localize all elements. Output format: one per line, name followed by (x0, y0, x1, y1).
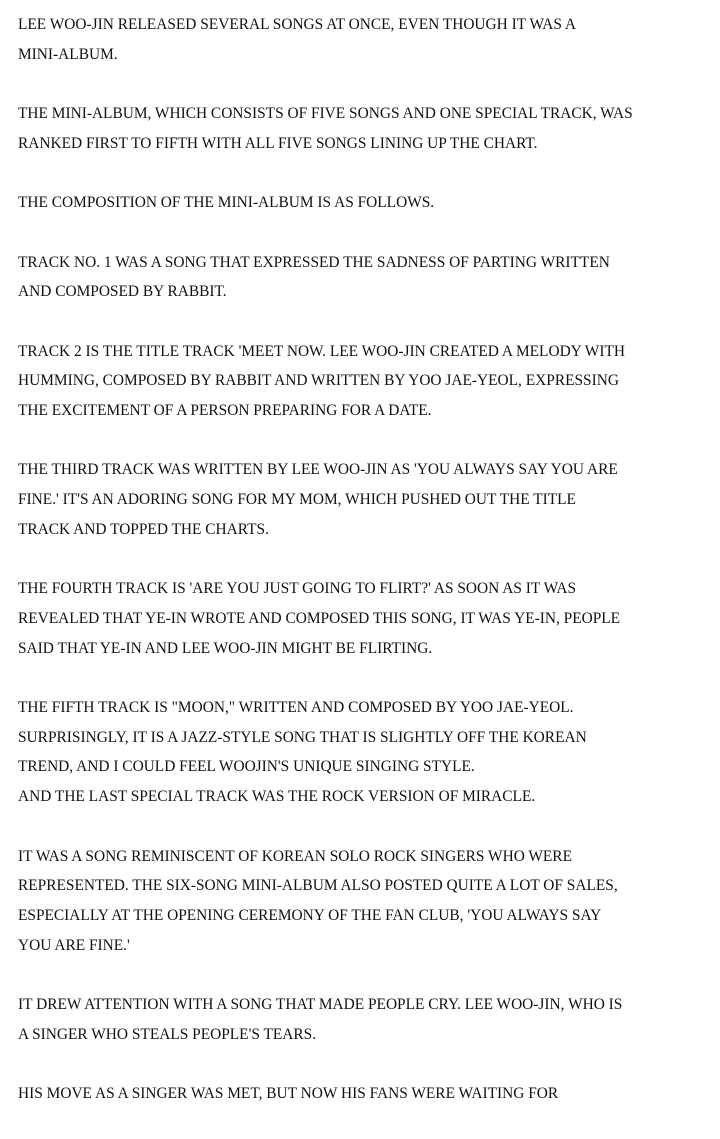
text-line: TRACK AND TOPPED THE CHARTS. (18, 520, 269, 538)
text-line: THE EXCITEMENT OF A PERSON PREPARING FOR A DATE. (18, 402, 432, 420)
text-line: TRACK NO. 1 WAS A SONG THAT EXPRESSED THE SADNESS OF PARTING WRITTEN (18, 253, 610, 271)
paragraph (18, 99, 708, 158)
paragraph (18, 10, 708, 69)
text-line: ESPECIALLY AT THE OPENING CEREMONY OF THE FAN CLUB, 'YOU ALWAYS SAY (18, 906, 602, 924)
text-line: THE FIFTH TRACK IS "MOON," WRITTEN AND COMPOSED BY YOO JAE-YEOL. (18, 699, 574, 717)
text-line: IT WAS A SONG REMINISCENT OF KOREAN SOLO ROCK SINGERS WHO WERE (18, 847, 572, 865)
text-line: REVEALED THAT YE-IN WROTE AND COMPOSED THIS SONG, IT WAS YE-IN, PEOPLE (18, 609, 621, 627)
text-line: RANKED FIRST TO FIFTH WITH ALL FIVE SONGS LINING UP THE CHART. (18, 134, 538, 152)
paragraph (18, 455, 708, 544)
text-line: LEE WOO-JIN RELEASED SEVERAL SONGS AT ONCE, EVEN THOUGH IT WAS A (18, 16, 577, 33)
paragraph (18, 574, 708, 663)
text-line: SURPRISINGLY, IT IS A JAZZ-STYLE SONG THAT IS SLIGHTLY OFF THE KOREAN (18, 728, 587, 746)
text-line: THE MINI-ALBUM, WHICH CONSISTS OF FIVE SONGS AND ONE SPECIAL TRACK, WAS (18, 105, 633, 123)
text-line: SAID THAT YE-IN AND LEE WOO-JIN MIGHT BE FLIRTING. (18, 639, 433, 657)
paragraph (18, 337, 708, 426)
text-line: AND THE LAST SPECIAL TRACK WAS THE ROCK VERSION OF MIRACLE. (18, 788, 536, 806)
text-line: THE THIRD TRACK WAS WRITTEN BY LEE WOO-JIN AS 'YOU ALWAYS SAY YOU ARE (18, 461, 618, 479)
paragraph (18, 248, 708, 307)
document-page (18, 10, 708, 1139)
text-line: THE COMPOSITION OF THE MINI-ALBUM IS AS FOLLOWS. (18, 194, 435, 212)
text-line: FINE.' IT'S AN ADORING SONG FOR MY MOM, WHICH PUSHED OUT THE TITLE (18, 491, 576, 509)
text-line: IT DREW ATTENTION WITH A SONG THAT MADE PEOPLE CRY. LEE WOO-JIN, WHO IS (18, 996, 623, 1014)
text-line: HIS MOVE AS A SINGER WAS MET, BUT NOW HIS FANS WERE WAITING FOR (18, 1085, 559, 1103)
text-line: A SINGER WHO STEALS PEOPLE'S TEARS. (18, 1025, 317, 1043)
paragraph (18, 842, 708, 961)
text-line: TREND, AND I COULD FEEL WOOJIN'S UNIQUE SINGING STYLE. (18, 758, 475, 776)
text-line: TRACK 2 IS THE TITLE TRACK 'MEET NOW. LEE WOO-JIN CREATED A MELODY WITH (18, 342, 625, 360)
paragraph (18, 990, 708, 1049)
paragraph (18, 693, 708, 812)
text-line: REPRESENTED. THE SIX-SONG MINI-ALBUM ALSO POSTED QUITE A LOT OF SALES, (18, 877, 618, 895)
text-line: THE FOURTH TRACK IS 'ARE YOU JUST GOING TO FLIRT?' AS SOON AS IT WAS (18, 580, 577, 598)
paragraph (18, 188, 708, 218)
text-line: AND COMPOSED BY RABBIT. (18, 283, 227, 301)
text-line: HUMMING, COMPOSED BY RABBIT AND WRITTEN BY YOO JAE-YEOL, EXPRESSING (18, 372, 619, 390)
text-line: YOU ARE FINE.' (18, 936, 130, 954)
text-line: MINI-ALBUM. (18, 45, 118, 63)
paragraph (18, 1079, 708, 1109)
